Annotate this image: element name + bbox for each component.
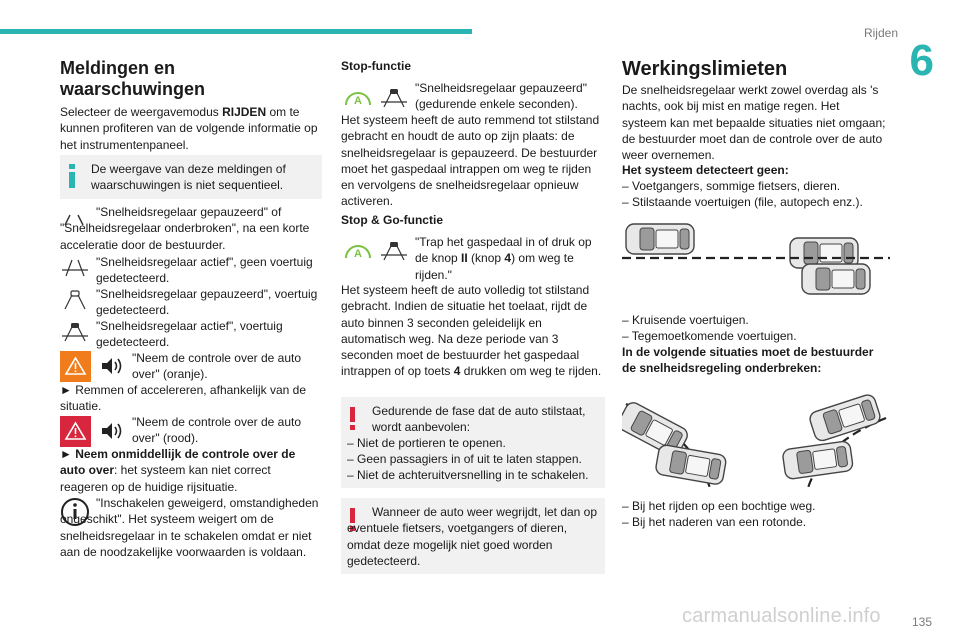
go-message: [341, 234, 605, 283]
go-description: [341, 282, 605, 380]
heading-meldingen: Meldingen en waarschuwingen: [60, 58, 206, 99]
list-item: – Tegemoetkomende voertuigen.: [622, 329, 797, 343]
section-title: Rijden: [863, 26, 898, 40]
list-item: – Bij het naderen van een rotonde.: [622, 515, 807, 529]
list-item: – Voetgangers, sommige fietsers, dieren.: [622, 179, 841, 193]
message-activation-refused: "Inschakelen geweigerd, omstandigheden ongeschikt". Het systeem weigert om de snelheidsregelaar in te schakelen omdat er niet aan de noodzakelijke voorwaarden is voldaan.: [60, 496, 319, 559]
action-brake-accelerate: ► Remmen of accelereren, afhankelijk van de situatie.: [60, 383, 306, 414]
stationary-vehicles-illustration: [622, 218, 890, 302]
header-accent-bar: [0, 29, 472, 34]
list-item: – Niet de portieren te openen.: [347, 436, 506, 450]
list-item: – Niet de achteruitversnelling in te schakelen.: [347, 468, 589, 482]
go-message-button: II: [461, 251, 468, 266]
go-message-c: (knop: [467, 251, 505, 266]
warning-box-standstill: [341, 397, 605, 488]
intro-text-a: Selecteer de weergavemodus: [60, 105, 223, 119]
lane-vehicle-active-icon: [379, 87, 409, 109]
message-takeover-orange: "Neem de controle over de auto over" (oranje).: [132, 351, 302, 382]
lane-empty-icon: [60, 256, 90, 278]
heading-stop-go: Stop & Go-functie: [341, 213, 443, 227]
stop-description: Het systeem heeft de auto remmend tot stilstand gebracht en houdt de auto op zijn plaats: de snelheidsregelaar is gepauzeerd. De bestuurder moet het gaspedaal intrappen om weg te rijden en vervolgens de snelheidsregelaar opnieuw activeren.: [341, 113, 600, 209]
speaker-icon: [100, 355, 126, 377]
stop-message: "Snelheidsregelaar gepauzeerd" (gedurende enkele seconden).: [415, 81, 587, 112]
watermark-text: carmanualsonline.info: [682, 605, 881, 627]
message-paused-vehicle: "Snelheidsregelaar gepauzeerd", voertuig gedetecteerd.: [96, 287, 318, 318]
go-message-e: ) om weg te rijden.": [415, 251, 574, 282]
list-item: – Stilstaande voertuigen (file, autopech enz.).: [622, 195, 863, 209]
steering-takeover-orange-icon: [60, 351, 91, 382]
intro-mode-name: RIJDEN: [222, 105, 267, 119]
heading-operating-limits: Werkingslimieten: [622, 58, 788, 80]
warning-standstill-head: Gedurende de fase dat de auto stilstaat, wordt aanbevolen:: [372, 404, 586, 435]
cruise-control-green-icon: [343, 86, 373, 110]
lane-vehicle-active-icon: [60, 321, 90, 343]
action-takeover-bold: ► Neem onmiddellijk de controle over de auto over: [60, 447, 296, 478]
warning-exclamation-icon: [350, 407, 356, 431]
intro-paragraph: [60, 104, 322, 153]
go-description-a: Het systeem heeft de auto volledig tot stilstand gebracht. Indien de situatie het toelaat, rijdt de auto binnen 3 seconden geleidelijk en automatisch weg. Na deze periode van 3 seconden moet de bestuurder het gaspedaal intrappen of op toets: [341, 283, 590, 379]
speaker-icon: [100, 420, 126, 442]
go-description-c: drukken om weg te rijden.: [460, 364, 602, 379]
go-description-key: 4: [453, 364, 461, 379]
action-takeover-rest: : het systeem kan niet correct reageren op de huidige rijsituatie.: [60, 463, 271, 494]
info-icon: [68, 164, 76, 188]
must-break-heading: In de volgende situaties moet de bestuurder de snelheidsregeling onderbreken:: [622, 345, 874, 376]
steering-takeover-red-icon: [60, 416, 91, 447]
message-paused: "Snelheidsregelaar gepauzeerd" of "Snelheidsregelaar onderbroken", na een korte acceleratie door de bestuurder.: [60, 205, 310, 252]
message-active-no-vehicle: "Snelheidsregelaar actief", geen voertuig gedetecteerd.: [96, 255, 313, 286]
lane-vehicle-paused-icon: [60, 289, 90, 311]
message-takeover-red: "Neem de controle over de auto over" (rood).: [132, 415, 302, 446]
warning-box-driveoff: [341, 498, 605, 574]
list-item: – Bij het rijden op een bochtige weg.: [622, 499, 816, 513]
not-detected-heading: Het systeem detecteert geen:: [622, 163, 789, 177]
chapter-number: 6: [909, 36, 934, 85]
svg-text:A: A: [354, 95, 362, 107]
go-message-key: 4: [504, 251, 512, 266]
list-item: – Kruisende voertuigen.: [622, 313, 749, 327]
action-takeover-now: [60, 446, 322, 495]
intro-text-b: om te kunnen profiteren van de volgende informatie op het instrumentenpaneel.: [60, 105, 318, 152]
info-text: De weergave van deze meldingen of waarschuwingen is niet sequentieel.: [91, 162, 286, 193]
go-message-a: "Trap het gaspedaal in of druk op de knop: [415, 235, 592, 266]
winding-road-illustration: [622, 384, 890, 490]
limits-paragraph: De snelheidsregelaar werkt zowel overdag als 's nachts, ook bij mist en matige regen. Het systeem kan met bepaalde situaties niet omgaan; de bestuurder moet dan de controle over de auto weer overnemen.: [622, 83, 886, 163]
warning-driveoff-text: Wanneer de auto weer wegrijdt, let dan op eventuele fietsers, voetgangers of dieren, omdat deze mogelijk niet goed worden gedetecteerd.: [347, 505, 598, 568]
message-active-vehicle: "Snelheidsregelaar actief", voertuig gedetecteerd.: [96, 319, 283, 350]
info-box: [60, 155, 322, 199]
list-item: – Geen passagiers in of uit te laten stappen.: [347, 452, 582, 466]
svg-text:A: A: [354, 248, 362, 260]
heading-stop-function: Stop-functie: [341, 59, 411, 73]
page-number: 135: [911, 615, 932, 629]
